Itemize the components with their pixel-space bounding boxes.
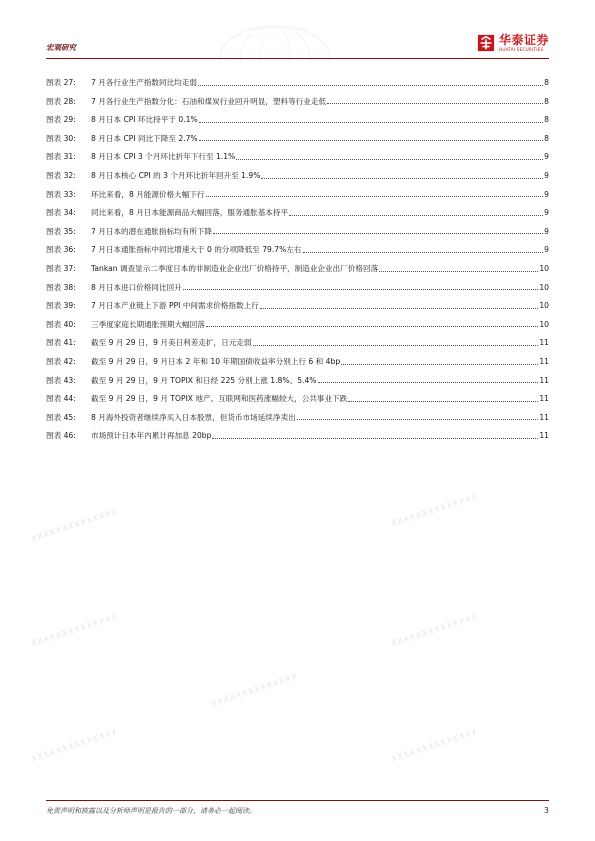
- toc-entry[interactable]: [46, 329, 549, 348]
- toc-figure-label: 图表 31:: [46, 152, 76, 162]
- toc-figure-label: 图表 40:: [46, 319, 76, 329]
- toc-dot-leader: [297, 419, 539, 420]
- toc-entry[interactable]: [46, 181, 549, 200]
- toc-figure-title[interactable]: 截至 9 月 29 日，9 月日本 2 年和 10 年期国债收益率分别上行 6 和 4bp: [91, 356, 341, 366]
- page-number: 3: [543, 806, 549, 815]
- toc-figure-label: 图表 29:: [46, 115, 76, 125]
- toc-figure-title[interactable]: 8 月日本 CPI 同比下降至 2.7%: [91, 133, 198, 143]
- toc-entry[interactable]: [46, 236, 549, 255]
- toc-figure-title[interactable]: 8 月日本 CPI 环比持平于 0.1%: [91, 115, 198, 125]
- toc-page-number[interactable]: 9: [544, 245, 549, 255]
- toc-figure-title[interactable]: 8 月日本进口价格同比回升: [91, 282, 182, 292]
- company-logo: [477, 32, 549, 54]
- toc-dot-leader: [327, 103, 543, 104]
- toc-figure-label: 图表 28:: [46, 96, 76, 106]
- toc-page-number[interactable]: 9: [544, 189, 549, 199]
- toc-figure-title[interactable]: 市场预计日本年内累计再加息 20bp: [91, 431, 212, 441]
- watermark: XXXXXXXXXXXXXX: [390, 491, 480, 529]
- toc-page-number[interactable]: 11: [539, 412, 549, 422]
- toc-page-number[interactable]: 9: [544, 170, 549, 180]
- toc-figure-title[interactable]: 8 月日本 CPI 3 个月环比折年下行至 1.1%: [91, 152, 236, 162]
- toc-figure-title[interactable]: 环比来看，8 月能源价格大幅下行: [91, 189, 205, 199]
- toc-page-number[interactable]: 10: [539, 319, 549, 329]
- toc-dot-leader: [261, 178, 543, 179]
- toc-figure-title[interactable]: Tankan 调查显示二季度日本的非制造业企业出厂价格持平，制造业企业出厂价格回落: [91, 263, 379, 273]
- toc-entry[interactable]: [46, 348, 549, 367]
- toc-page-number[interactable]: 11: [539, 338, 549, 348]
- header-divider: [46, 58, 549, 59]
- toc-figure-title[interactable]: 截至 9 月 29 日，9 月 TOPIX 地产、互联网和医药涨幅较大，公共事业下跌: [91, 394, 348, 404]
- logo-english-name: HUATAI SECURITIES: [498, 46, 544, 52]
- toc-entry[interactable]: [46, 69, 549, 88]
- toc-entry[interactable]: [46, 106, 549, 125]
- watermark: XXXXXXXXXXXXXX: [390, 611, 480, 649]
- watermark: XXXXXXXXXXXXXX: [390, 726, 480, 764]
- toc-figure-label: 图表 34:: [46, 208, 76, 218]
- toc-entry[interactable]: [46, 88, 549, 107]
- toc-entry[interactable]: [46, 422, 549, 441]
- toc-figure-title[interactable]: 三季度家庭长期通胀预期大幅回落: [91, 319, 205, 329]
- toc-page-number[interactable]: 8: [544, 96, 549, 106]
- toc-dot-leader: [212, 438, 538, 439]
- toc-figure-label: 图表 42:: [46, 356, 76, 366]
- toc-dot-leader: [289, 215, 543, 216]
- toc-dot-leader: [341, 364, 538, 365]
- footer-divider: [46, 800, 549, 801]
- toc-figure-label: 图表 27:: [46, 78, 76, 87]
- toc-page-number[interactable]: 11: [539, 356, 549, 366]
- logo-chinese-name: 华泰证券: [498, 32, 549, 47]
- toc-entry[interactable]: [46, 255, 549, 274]
- toc-page-number[interactable]: 8: [544, 115, 549, 125]
- toc-figure-label: 图表 36:: [46, 245, 76, 255]
- toc-dot-leader: [199, 122, 544, 123]
- section-label: 宏观研究: [46, 43, 76, 52]
- toc-entry[interactable]: [46, 311, 549, 330]
- toc-entry[interactable]: [46, 143, 549, 162]
- toc-figure-title[interactable]: 截至 9 月 29 日，9 月美日利差走扩，日元走弱: [91, 338, 252, 348]
- toc-page-number[interactable]: 10: [539, 282, 549, 292]
- toc-figure-label: 图表 41:: [46, 338, 76, 348]
- footer-disclaimer: 免责声明和披露以及分析师声明是报告的一部分，请务必一起阅读。: [46, 807, 256, 815]
- toc-figure-label: 图表 37:: [46, 263, 76, 273]
- toc-figure-title[interactable]: 同比来看，8 月日本能源商品大幅回落，服务通胀基本持平: [91, 208, 289, 218]
- toc-entry[interactable]: [46, 404, 549, 423]
- toc-entry[interactable]: [46, 218, 549, 237]
- toc-figure-label: 图表 30:: [46, 133, 76, 143]
- toc-figure-label: 图表 32:: [46, 170, 76, 180]
- toc-entry[interactable]: [46, 367, 549, 386]
- toc-dot-leader: [213, 233, 543, 234]
- watermark: XXXXXXXXXXXXXX: [210, 671, 300, 709]
- toc-page-number[interactable]: 10: [539, 301, 549, 311]
- toc-page-number[interactable]: 9: [544, 152, 549, 162]
- toc-dot-leader: [183, 289, 539, 290]
- toc-figure-label: 图表 43:: [46, 375, 76, 385]
- toc-dot-leader: [236, 159, 543, 160]
- toc-page-number[interactable]: 9: [544, 208, 549, 218]
- toc-dot-leader: [303, 252, 544, 253]
- toc-page-number[interactable]: 11: [539, 394, 549, 404]
- toc-page-number[interactable]: 8: [544, 78, 549, 87]
- watermark: XXXXXXXXXXXXXX: [30, 506, 120, 544]
- toc-dot-leader: [199, 140, 544, 141]
- figure-list: [46, 69, 549, 441]
- toc-dot-leader: [198, 85, 543, 86]
- toc-figure-title[interactable]: 7 月各行业生产指数同比均走弱: [91, 78, 197, 87]
- toc-figure-title[interactable]: 8 月日本核心 CPI 的 3 个月环比折年回升至 1.9%: [91, 170, 261, 180]
- toc-page-number[interactable]: 11: [539, 431, 549, 441]
- toc-figure-label: 图表 44:: [46, 394, 76, 404]
- toc-entry[interactable]: [46, 292, 549, 311]
- toc-figure-title[interactable]: 7 月日本的潜在通胀指标均有所下降: [91, 226, 213, 236]
- toc-dot-leader: [206, 326, 538, 327]
- toc-dot-leader: [379, 271, 538, 272]
- toc-figure-title[interactable]: 截至 9 月 29 日，9 月 TOPIX 和日经 225 分别上涨 1.8%、5.4%: [91, 375, 317, 385]
- toc-entry[interactable]: [46, 162, 549, 181]
- toc-figure-label: 图表 39:: [46, 301, 76, 311]
- toc-figure-label: 图表 33:: [46, 189, 76, 199]
- toc-figure-label: 图表 38:: [46, 282, 76, 292]
- toc-page-number[interactable]: 11: [539, 375, 549, 385]
- toc-dot-leader: [348, 401, 538, 402]
- toc-figure-label: 图表 46:: [46, 431, 76, 441]
- toc-figure-title[interactable]: 8 月海外投资者继续净买入日本股票，但货币市场延续净卖出: [91, 412, 296, 422]
- toc-page-number[interactable]: 10: [539, 263, 549, 273]
- toc-figure-title[interactable]: 7 月日本通胀指标中同比增速大于 0 的分项降低至 79.7%左右: [91, 245, 302, 255]
- toc-page-number[interactable]: 8: [544, 133, 549, 143]
- watermark: XXXXXXXXXXXXXX: [30, 611, 120, 649]
- toc-figure-label: 图表 35:: [46, 226, 76, 236]
- toc-dot-leader: [253, 345, 539, 346]
- toc-page-number[interactable]: 9: [544, 226, 549, 236]
- watermark: XXXXXXXXXXXXXX: [30, 726, 120, 764]
- logo-mark-icon: [477, 34, 495, 52]
- toc-entry[interactable]: [46, 274, 549, 293]
- toc-figure-label: 图表 45:: [46, 412, 76, 422]
- toc-dot-leader: [206, 196, 544, 197]
- toc-dot-leader: [318, 382, 539, 383]
- toc-entry[interactable]: [46, 125, 549, 144]
- toc-entry[interactable]: [46, 199, 549, 218]
- toc-entry[interactable]: [46, 385, 549, 404]
- toc-dot-leader: [260, 308, 539, 309]
- toc-figure-title[interactable]: 7 月日本产业链上下游 PPI 中间需求价格指数上行: [91, 301, 259, 311]
- toc-figure-title[interactable]: 7 月各行业生产指数分化：石油和煤炭行业回升明显，塑料等行业走低: [91, 96, 327, 106]
